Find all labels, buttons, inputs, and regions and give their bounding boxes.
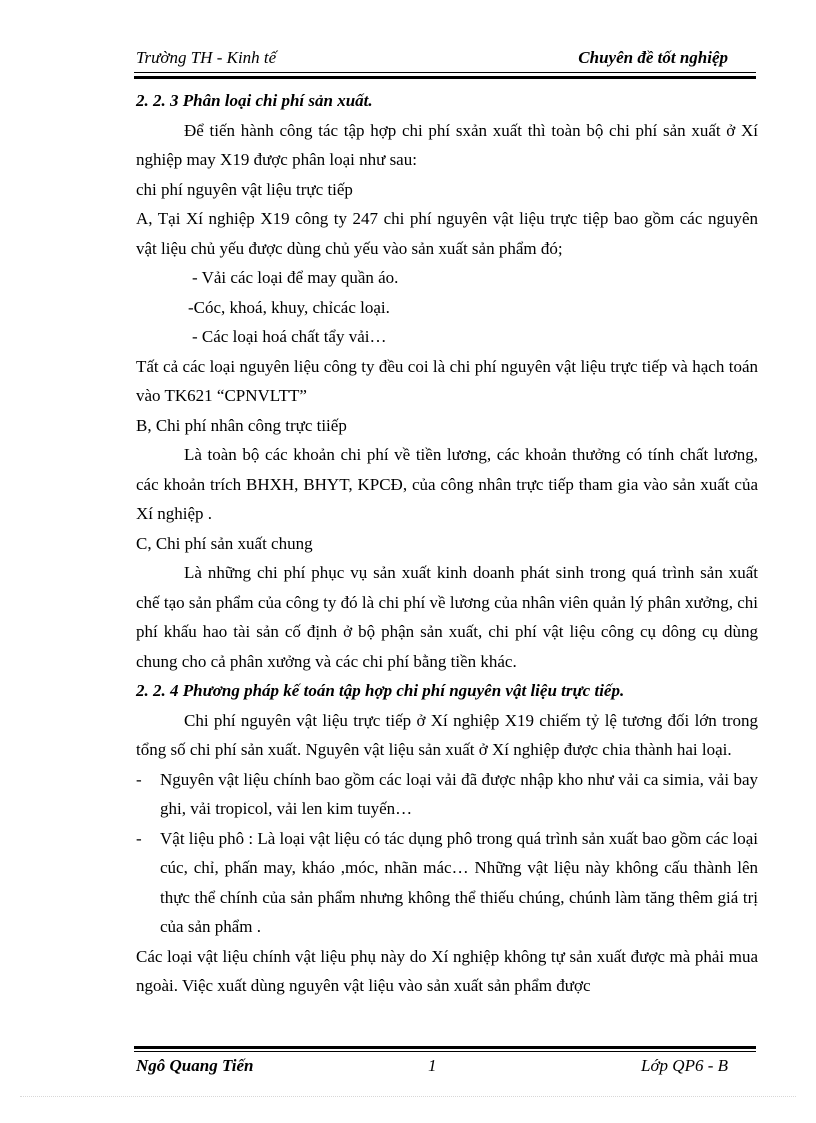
footer-class: Lớp QP6 - B	[641, 1056, 728, 1075]
paragraph: A, Tại Xí nghiệp X19 công ty 247 chi phí nguyên vật liệu trực tiệp bao gồm các nguyên vật liệu chủ yếu được dùng chủ yếu vào sản xuất sản phẩm đó;	[136, 209, 758, 258]
bullet-item	[136, 765, 758, 824]
list-item: -Cóc, khoá, khuy, chỉcác loại.	[188, 297, 390, 317]
page-edge-divider	[20, 1096, 796, 1097]
footer-rule-thin	[134, 1051, 756, 1052]
list-item: - Các loại hoá chất tẩy vải…	[192, 327, 387, 346]
header-rule-thin	[134, 72, 756, 73]
paragraph: Tất cả các loại nguyên liệu công ty đều coi là chi phí nguyên vật liệu trực tiếp và hạch toán vào TK621 “CPNVLTT”	[136, 356, 758, 405]
paragraph: Để tiến hành công tác tập hợp chi phí sxản xuất thì toàn bộ chi phí sản xuất ở Xí nghiệp may X19 được phân loại như sau:	[136, 120, 758, 169]
header-school: Trường TH - Kinh tế	[136, 48, 277, 67]
paragraph: chi phí nguyên vật liệu trực tiếp	[136, 179, 353, 199]
footer-author: Ngô Quang Tiến	[136, 1056, 254, 1075]
section-heading-2-2-4: 2. 2. 4 Phương pháp kế toán tập hợp chi phí nguyên vật liệu trực tiếp.	[136, 681, 625, 700]
page-number: 1	[428, 1056, 437, 1075]
bullet-mark: -	[136, 769, 142, 789]
paragraph: C, Chi phí sản xuất chung	[136, 533, 313, 553]
paragraph: Là những chi phí phục vụ sản xuất kinh doanh phát sinh trong quá trình sản xuất chế tạo sản phẩm của công ty đó là chi phí về lương của nhân viên quản lý phân xưởng, chi phí khấu hao tài sản cố định ở bộ phận sản xuất, chi phí vật liệu công cụ dông cụ dùng chung cho cả phân xưởng và các chi phí bằng tiền khác.	[136, 563, 758, 671]
bullet-item	[136, 824, 758, 942]
paragraph: B, Chi phí nhân công trực tiiếp	[136, 415, 347, 435]
bullet-text: Nguyên vật liệu chính bao gồm các loại vải đã được nhập kho như vải ca simia, vải bay ghi, vải tropicol, vải len kim tuyến…	[160, 769, 758, 818]
paragraph: Là toàn bộ các khoản chi phí về tiền lương, các khoản thưởng có tính chất lương, các khoản trích BHXH, BHYT, KPCĐ, của công nhân trực tiếp tham gia vào sản xuất của Xí nghiệp .	[136, 445, 758, 523]
header-title: Chuyên đề tốt nghiệp	[578, 48, 728, 67]
section-heading-2-2-3: 2. 2. 3 Phân loại chi phí sản xuất.	[136, 91, 373, 110]
page-content	[136, 86, 758, 1001]
header-rule-thick	[134, 76, 756, 79]
paragraph: Các loại vật liệu chính vật liệu phụ này do Xí nghiệp không tự sản xuất được mà phải mua ngoài. Việc xuất dùng nguyên vật liệu vào sản xuất sản phẩm được	[136, 946, 758, 995]
bullet-text: Vật liệu phô : Là loại vật liệu có tác dụng phô trong quá trình sản xuất bao gồm các loại cúc, chỉ, phấn may, kháo ,móc, nhãn mác… Những vật liệu này không cấu thành lên thực thể chính của sản phẩm nhưng không thể thiếu chúng, chúnh làm tăng thêm giá trị của sản phẩm .	[160, 828, 758, 936]
bullet-mark: -	[136, 828, 142, 848]
footer-rule-thick	[134, 1046, 756, 1049]
list-item: - Vải các loại để may quần áo.	[192, 268, 399, 287]
paragraph: Chi phí nguyên vật liệu trực tiếp ở Xí nghiệp X19 chiếm tỷ lệ tương đối lớn trong tổng số chi phí sản xuất. Nguyên vật liệu sản xuất ở Xí nghiệp được chia thành hai loại.	[136, 710, 758, 759]
